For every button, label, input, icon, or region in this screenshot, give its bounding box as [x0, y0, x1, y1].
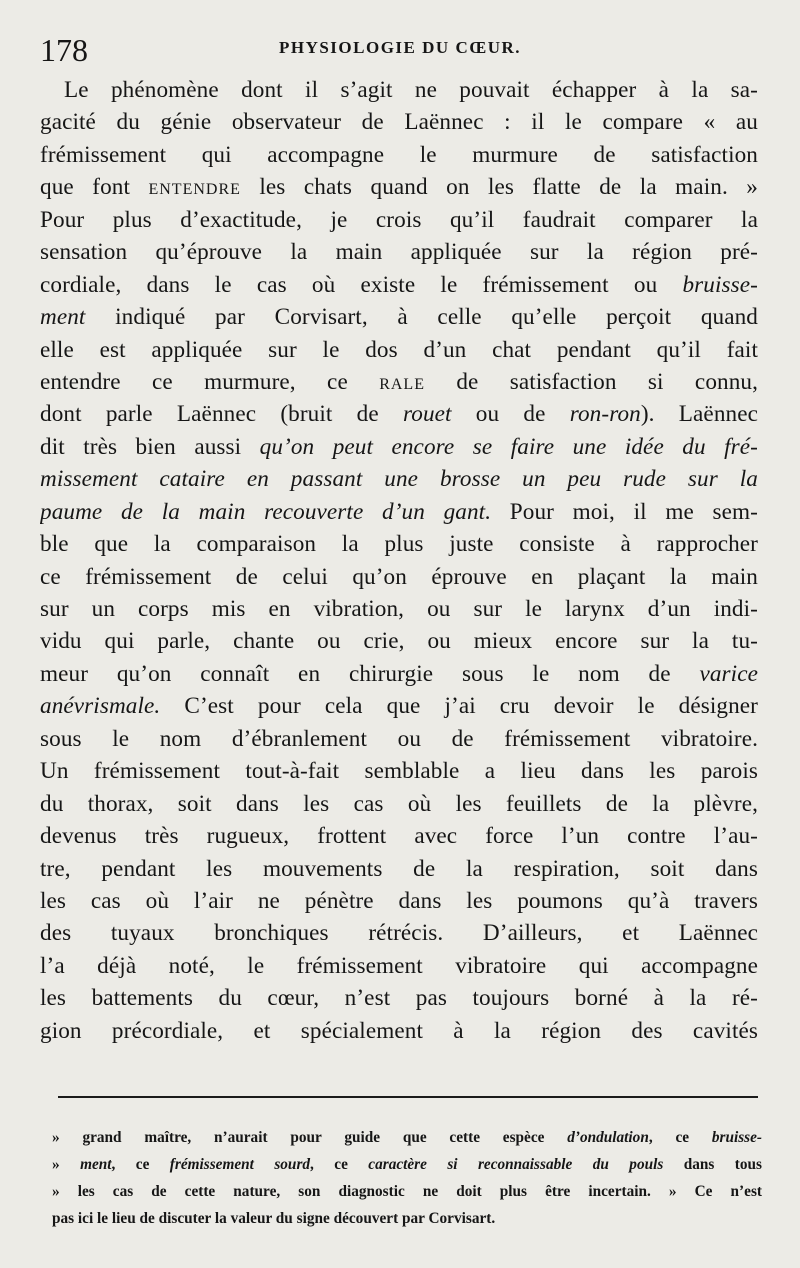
text-line — [52, 1151, 762, 1178]
text-segment: ble que la comparaison la plus juste consiste à rapprocher — [40, 531, 758, 558]
text-segment: des tuyaux bronchiques rétrécis. D’ailleurs, et Laënnec — [40, 920, 758, 947]
text-segment: , ce — [310, 1156, 369, 1173]
italic-text: varice — [699, 660, 758, 687]
text-segment: l’a déjà noté, le frémissement vibratoire qui accompagne — [40, 952, 758, 979]
text-line — [40, 593, 758, 625]
text-line — [40, 788, 758, 820]
text-line — [40, 171, 758, 203]
footnote-rule — [58, 1096, 758, 1098]
text-segment: ce frémissement de celui qu’on éprouve en plaçant la main — [40, 563, 758, 590]
text-line — [40, 917, 758, 949]
text-segment: elle est appliquée sur le dos d’un chat pendant qu’il fait — [40, 336, 758, 363]
text-line — [40, 334, 758, 366]
text-line — [40, 463, 758, 495]
text-segment: ou de — [451, 401, 570, 428]
text-segment: » grand maître, n’aurait pour guide que cette espèce — [52, 1129, 568, 1146]
text-segment: gacité du génie observateur de Laënnec : il le compare « au — [40, 109, 758, 136]
text-segment: les cas où l’air ne pénètre dans les poumons qu’à travers — [40, 887, 758, 914]
text-segment: dont parle Laënnec (bruit de — [40, 401, 403, 428]
text-line — [40, 496, 758, 528]
text-segment: ). Laënnec — [640, 401, 758, 428]
text-segment: pas ici le lieu de discuter la valeur du signe découvert par Corvisart. — [52, 1210, 496, 1227]
text-line — [40, 398, 758, 430]
text-segment: dit très bien aussi — [40, 433, 260, 460]
text-segment: indiqué par Corvisart, à celle qu’elle perçoit quand — [85, 304, 758, 331]
italic-text: bruisse- — [711, 1129, 762, 1146]
text-segment: entendre ce murmure, ce — [40, 368, 380, 395]
page-number: 178 — [40, 32, 88, 68]
text-segment: Un frémissement tout-à-fait semblable a lieu dans les parois — [40, 758, 758, 785]
italic-text: d’ondulation — [567, 1129, 649, 1146]
italic-text: bruisse- — [682, 271, 758, 298]
text-line — [40, 236, 758, 268]
small-caps-text: rale — [379, 368, 425, 395]
italic-text: ron-ron — [569, 401, 641, 428]
text-line — [52, 1124, 762, 1151]
text-segment: de satisfaction si connu, — [424, 368, 758, 395]
text-line — [52, 1205, 762, 1232]
text-line — [40, 366, 758, 398]
italic-text: qu’on peut encore se faire une idée du fré- — [259, 433, 758, 460]
running-title: PHYSIOLOGIE DU CŒUR. — [278, 38, 522, 57]
body-text — [40, 74, 758, 1047]
italic-text: frémissement sourd — [169, 1156, 311, 1173]
text-segment: vidu qui parle, chante ou crie, ou mieux encore sur la tu- — [40, 628, 758, 655]
italic-text: rouet — [402, 401, 452, 428]
text-line — [40, 528, 758, 560]
italic-text: paume de la main recouverte d’un gant. — [40, 498, 492, 525]
text-segment: » — [52, 1156, 81, 1173]
text-line — [40, 690, 758, 722]
text-line — [40, 723, 758, 755]
text-segment: frémissement qui accompagne le murmure de satisfaction — [40, 141, 758, 168]
italic-text: ment — [80, 1156, 112, 1173]
text-segment: cordiale, dans le cas où existe le frémissement ou — [40, 271, 683, 298]
page-header — [40, 30, 760, 70]
text-segment: C’est pour cela que j’ai cru devoir le désigner — [160, 693, 758, 720]
text-line — [40, 982, 758, 1014]
text-line — [40, 950, 758, 982]
text-line — [40, 885, 758, 917]
text-segment: » les cas de cette nature, son diagnostic ne doit plus être incertain. » Ce n’est — [52, 1183, 762, 1200]
text-segment: que font — [40, 174, 149, 201]
text-line — [40, 269, 758, 301]
text-segment: les chats quand on les flatte de la main. » — [240, 174, 758, 201]
small-caps-text: entendre — [148, 174, 241, 201]
text-segment: Pour plus d’exactitude, je crois qu’il faudrait comparer la — [40, 206, 758, 233]
text-line — [40, 1015, 758, 1047]
text-segment: les battements du cœur, n’est pas toujours borné à la ré- — [40, 985, 758, 1012]
text-line — [40, 139, 758, 171]
text-segment: tre, pendant les mouvements de la respiration, soit dans — [40, 855, 758, 882]
text-line — [40, 820, 758, 852]
text-segment: du thorax, soit dans les cas où les feuillets de la plèvre, — [40, 790, 758, 817]
text-line — [40, 658, 758, 690]
text-segment: sur un corps mis en vibration, ou sur le larynx d’un indi- — [40, 596, 758, 622]
italic-text: anévrismale. — [40, 693, 161, 720]
text-segment: sensation qu’éprouve la main appliquée sur la région pré- — [40, 239, 758, 266]
text-line — [40, 204, 758, 236]
footnote — [52, 1124, 762, 1232]
italic-text: caractère si reconnaissable du pouls — [368, 1156, 664, 1173]
text-line — [40, 106, 758, 138]
text-segment: meur qu’on connaît en chirurgie sous le nom de — [40, 660, 700, 687]
text-line — [40, 755, 758, 787]
text-segment: gion précordiale, et spécialement à la région des cavités — [40, 1017, 758, 1044]
text-segment: devenus très rugueux, frottent avec force l’un contre l’au- — [40, 823, 758, 850]
text-line — [52, 1178, 762, 1205]
italic-text: ment — [40, 304, 86, 331]
text-line — [40, 431, 758, 463]
text-segment: , ce — [648, 1129, 712, 1146]
text-segment: sous le nom d’ébranlement ou de frémissement vibratoire. — [40, 725, 758, 752]
italic-text: missement cataire en passant une brosse un peu rude sur la — [40, 466, 758, 493]
text-line — [40, 561, 758, 593]
text-line — [40, 301, 758, 333]
text-line — [40, 853, 758, 885]
text-line — [40, 625, 758, 657]
text-segment: , ce — [111, 1156, 170, 1173]
text-line — [40, 74, 758, 106]
text-segment: dans tous — [663, 1156, 762, 1173]
text-segment: Le phénomène dont il s’agit ne pouvait échapper à la sa- — [64, 77, 758, 103]
text-segment: Pour moi, il me sem- — [491, 498, 758, 525]
